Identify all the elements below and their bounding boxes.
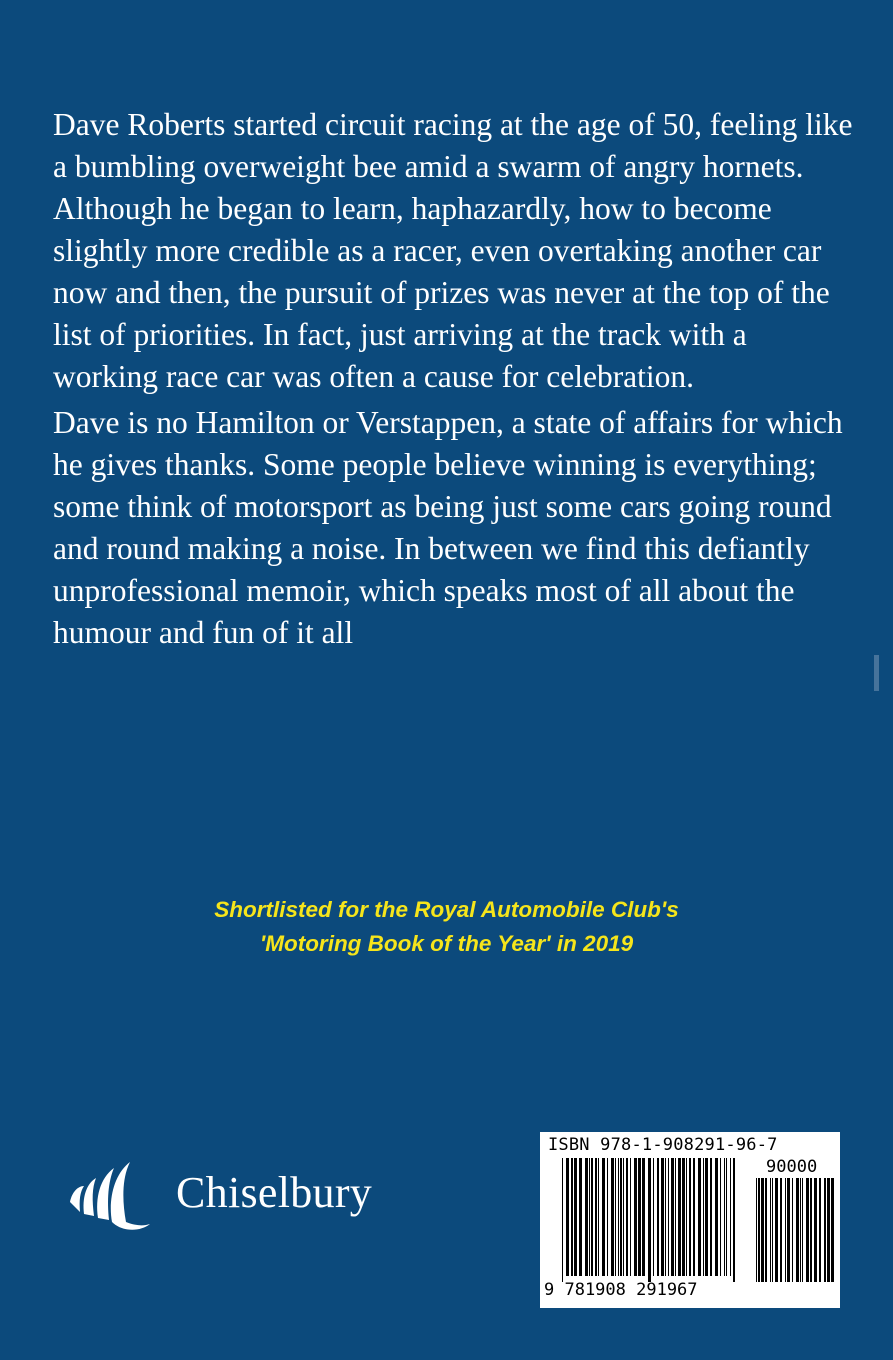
publisher-name: Chiselbury: [176, 1167, 373, 1217]
isbn-barcode: [540, 1132, 840, 1308]
blurb-paragraph-1: Dave Roberts started circuit racing at the age of 50, feeling like a bumbling overweight bee amid a swarm of angry hornets. Although he began to learn, haphazardly, how to become slightly more credible as a racer, even overtaking another car now and then, the pursuit of prizes was never at the top of the list of priorities. In fact, just arriving at the track with a working race car was often a cause for celebration.: [53, 107, 853, 394]
award-note: [0, 893, 893, 961]
chiselbury-wave-logo-icon: [64, 1152, 152, 1232]
award-line-1: Shortlisted for the Royal Automobile Club's: [214, 897, 679, 922]
ean-digits: 9 781908 291967: [544, 1280, 698, 1300]
back-cover-blurb: [53, 104, 853, 658]
spine-print-mark: [874, 655, 880, 691]
blurb-paragraph-2: Dave is no Hamilton or Verstappen, a state of affairs for which he gives thanks. Some people believe winning is everything; some think of motorsport as being just some cars going round and round making a noise. In between we find this defiantly unprofessional memoir, which speaks most of all about the humour and fun of it all: [53, 405, 843, 650]
isbn-text: ISBN 978-1-908291-96-7: [548, 1135, 778, 1155]
publisher-logo: [64, 1152, 372, 1232]
award-line-2: 'Motoring Book of the Year' in 2019: [259, 931, 634, 956]
barcode-addon-digits: 90000: [766, 1157, 818, 1177]
